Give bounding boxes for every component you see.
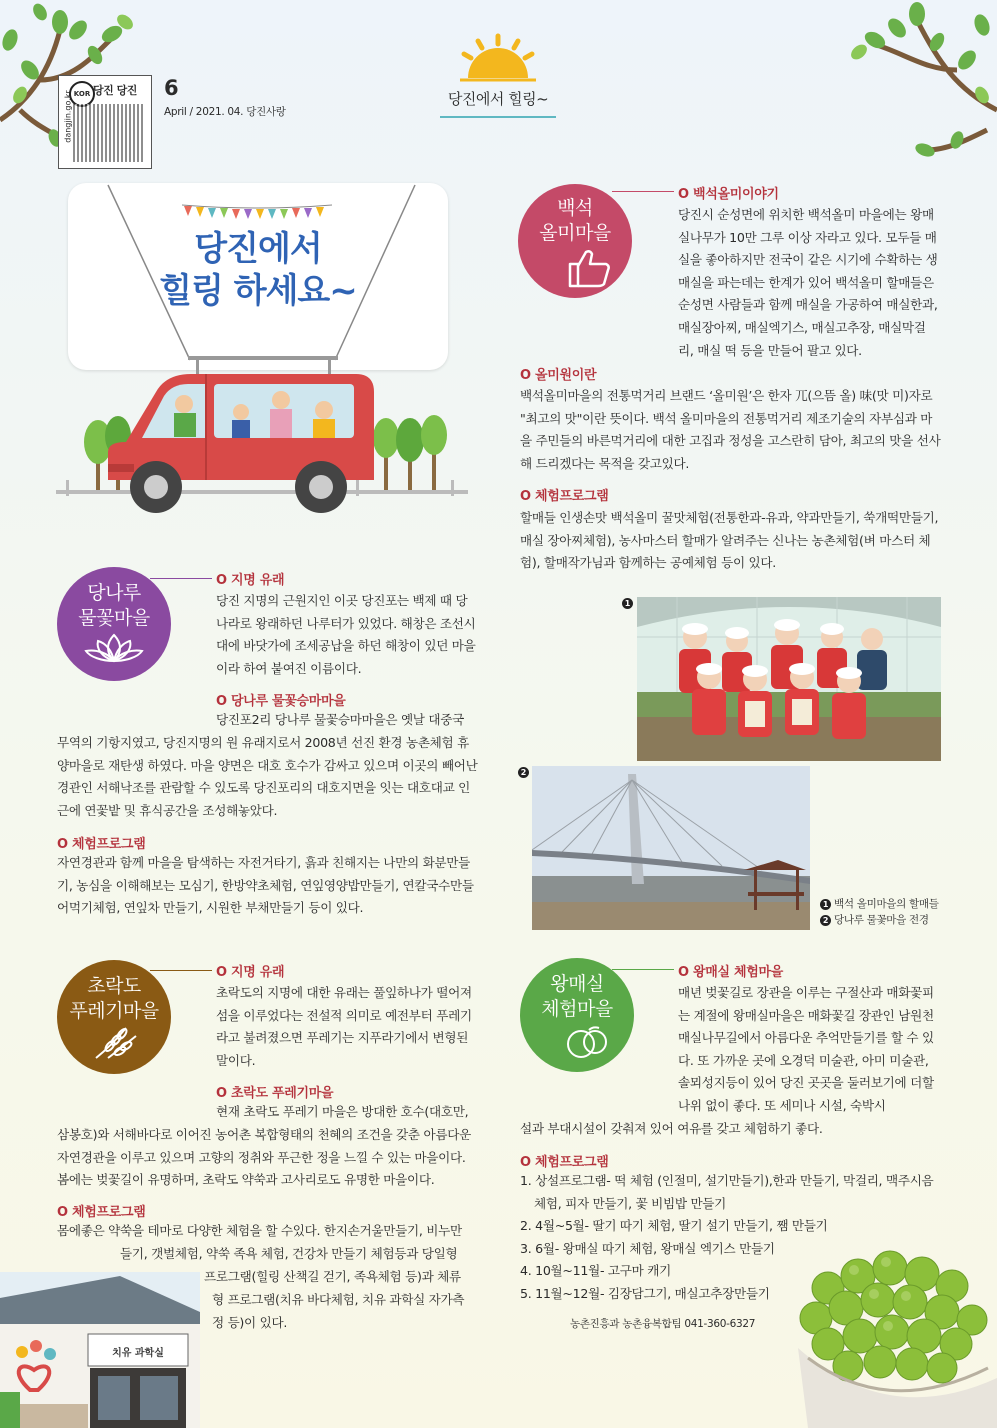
wangmaesil-village-text: 매년 벚꽃길로 장관을 이루는 구절산과 매화꽃피는 계절에 왕매실마을은 매화꽃길 장관인 남원천 매실나무길에서 아름다운 추억만들기를 할 수 있다. 또 가까운 곳에 오경덕 미술관, 아미 미술관, 솔뫼성지등이 있어 당진 곳곳을 둘러보기에 더할 나위 없이 좋다. 또 세미나 시설, 숙박시 xyxy=(678,985,934,1113)
chorakdo-program-text-4: 형 프로그램(치유 바다체험, 치유 과학실 자가측 xyxy=(212,1292,465,1307)
baekseok-story-text: 당진시 순성면에 위치한 백석올미 마을에는 왕매실나무가 10만 그루 이상 자라고 있다. 모두들 매실을 좋아하지만 전국이 같은 시기에 수확하는 생매실을 파는데는 한계가 있어 백석올미 할매들은 순성면 사람들과 함께 매실을 가공하여 매실한과, 매실장아찌, 매실엑기스, 매실고추장, 매실막걸리, 매실 떡 등을 만들어 팔고 있다. xyxy=(678,207,938,358)
baekseok-program-text: 할매들 인생손맛 백석올미 꿀맛체험(전통한과-유과, 약과만들기, 쑥개떡만들기, 매실 장아찌체험), 농사마스터 할매가 알려주는 신나는 농촌체험(벼 마스터 체험), 할매작가님과 함께하는 공예체험 등이 있다. xyxy=(520,510,939,571)
wangmaesil-circle-line-1: 왕매실 xyxy=(550,973,604,995)
dangnaru-circle xyxy=(57,567,171,681)
chorakdo-program-text-1: 몸에좋은 약쑥을 테마로 다양한 체험을 할 수있다. 한지손거울만들기, 비누만 xyxy=(57,1223,462,1238)
baekseok-olmi-title: O 올미원이란 xyxy=(520,364,596,383)
chorakdo-leader-line xyxy=(150,970,212,971)
caption-2-text: 당나루 물꽃마을 전경 xyxy=(834,914,929,926)
baekseok-circle-line-2: 올미마을 xyxy=(539,222,611,244)
caption-1-text: 백석 올미마을의 할매들 xyxy=(834,898,939,910)
wangmaesil-village-title: O 왕매실 체험마을 xyxy=(678,961,783,980)
green-plums-basket-photo xyxy=(788,1228,997,1428)
qr-pattern xyxy=(73,104,145,162)
chorakdo-circle-line-2: 푸레기마을 xyxy=(69,1000,159,1022)
caption-2-badge: 2 xyxy=(820,915,831,926)
program-item-2: 2. 4월~5월- 딸기 따기 체험, 딸기 설기 만들기, 쨈 만들기 xyxy=(520,1218,828,1234)
banner-strings xyxy=(60,180,460,380)
chorakdo-village-text-2: 삼봉호)와 서해바다로 이어진 농어촌 복합형태의 천혜의 조건을 갖춘 아름다운 자연경관을 이루고 있으며 고향의 정취와 푸근한 정을 느낄 수 있는 마을이다. 봄에는 벚꽃길이 유명하며, 초락도 약쑥과 고사리로도 유명한 마을이다. xyxy=(57,1127,471,1188)
chorakdo-village-text-1: 현재 초락도 푸레기 마을은 방대한 호수(대호만, xyxy=(216,1104,469,1119)
tree-branch-right-decoration xyxy=(797,0,997,160)
dangnaru-village-text-2: 무역의 기항지였고, 당진지명의 원 유래지로서 2008년 선진 환경 농촌체험 휴양마을로 재탄생 하였다. 마을 양면은 대호 호수가 감싸고 있으며 이곳의 빼어난 경관인 서해낙조를 관람할 수 있도록 당진포리의 대호지면을 잇는 대호대교 인근에 연꽃밭 및 휴식공간을 조성해놓았다. xyxy=(57,735,478,818)
qr-logo-box xyxy=(58,75,152,169)
program-item-3: 3. 6월- 왕매실 따기 체험, 왕매실 엑기스 만들기 xyxy=(520,1240,775,1256)
photo-caption-1 xyxy=(820,896,939,912)
chorakdo-origin-text: 초락도의 지명에 대한 유래는 풀잎하나가 떨어져 섬을 이루었다는 전설적 의미로 예전부터 푸레기라고 불려졌으면 푸레기는 지푸라기에서 변형된 말이다. xyxy=(216,985,472,1068)
program-item-4: 4. 10월~11월- 고구마 캐기 xyxy=(520,1263,671,1279)
sun-icon xyxy=(450,30,546,82)
baekseok-circle xyxy=(518,184,632,298)
photo-2-badge: 2 xyxy=(518,767,529,778)
plum-icon xyxy=(561,1024,611,1058)
dangnaru-origin-title: O 지명 유래 xyxy=(216,569,284,588)
page-number: 6 xyxy=(164,76,179,100)
banner-line-2: 힐링 하세요~ xyxy=(159,271,357,311)
issue-line: April / 2021. 04. 당진사랑 xyxy=(164,106,286,118)
dangnaru-village-title: O 당나루 물꽃승마마을 xyxy=(216,690,346,709)
program-item-1: 1. 상설프로그램- 떡 체험 (인절미, 설기만들기),한과 만들기, 막걸리, 맥주시음 xyxy=(520,1173,934,1188)
dangnaru-origin-text: 당진 지명의 근원지인 이곳 당진포는 백제 때 당나라로 왕래하던 나루터가 있었다. 해창은 조선시대에 바닷가에 조세공납을 하던 해창이 있던 마을이라 하여 붙여진 이름이다. xyxy=(216,593,476,676)
caption-1-badge: 1 xyxy=(820,899,831,910)
grandmothers-group-photo xyxy=(637,597,941,761)
photo-1-badge: 1 xyxy=(622,598,633,609)
van-illustration xyxy=(56,352,468,524)
baekseok-olmi-text: 백석올미마을의 전통먹거리 브랜드 ‘올미원’은 한자 兀(으뜸 올) 味(맛 미)자로 "최고의 맛"이란 뜻이다. 백석 올미마을의 전통먹거리 제조기술의 자부심과 마을 주민들의 바른먹거리에 대한 고집과 정성을 고스란히 담아, 최고의 맛을 선사해 드리겠다는 목적을 갖고있다. xyxy=(520,388,941,471)
baekseok-circle-line-1: 백석 xyxy=(557,197,593,219)
dangnaru-program-title: O 체험프로그램 xyxy=(57,833,146,852)
chorakdo-program-text-5: 정 등)이 있다. xyxy=(212,1315,288,1330)
wangmaesil-program-title: O 체험프로그램 xyxy=(520,1151,609,1170)
wangmaesil-circle xyxy=(520,958,634,1072)
thumbs-up-icon xyxy=(568,248,612,288)
contact-line: 농촌진흥과 농촌융복합팀 041-360-6327 xyxy=(570,1318,756,1330)
chorakdo-origin-title: O 지명 유래 xyxy=(216,961,284,980)
chorakdo-program-text-2: 들기, 갯벌체험, 약쑥 족욕 체험, 건강차 만들기 체험등과 당일형 xyxy=(120,1246,458,1261)
section-title: 당진에서 힐링~ xyxy=(447,90,549,108)
logo-site-text: dangjin.go.kr xyxy=(63,90,73,143)
photo-caption-2 xyxy=(820,912,929,928)
baekseok-program-title: O 체험프로그램 xyxy=(520,485,609,504)
kor-badge: KOR xyxy=(69,81,95,107)
logo-title: 당진 당진 xyxy=(93,84,137,97)
program-item-1-cont: 체험, 피자 만들기, 꽃 비빔밥 만들기 xyxy=(534,1195,727,1211)
baekseok-story-title: O 백석올미이야기 xyxy=(678,183,779,202)
section-title-underline xyxy=(440,116,556,118)
dangnaru-circle-line-1: 당나루 xyxy=(87,582,141,604)
wangmaesil-circle-line-2: 체험마을 xyxy=(541,998,613,1020)
lotus-icon xyxy=(84,633,144,663)
banner-line-1: 당진에서 xyxy=(194,229,322,269)
baekseok-leader-line xyxy=(612,191,674,192)
building-sign-text: 치유 과학실 xyxy=(112,1348,164,1359)
program-item-5: 5. 11월~12월- 김장담그기, 매실고추장만들기 xyxy=(520,1285,770,1301)
dangnaru-bridge-photo xyxy=(532,766,810,930)
dangnaru-village-text-1: 당진포2리 당나루 물꽃승마마을은 옛날 대중국 xyxy=(216,712,464,727)
dangnaru-circle-line-2: 물꽃마을 xyxy=(78,607,150,629)
wangmaesil-leader-line xyxy=(612,969,674,970)
wangmaesil-village-text-2: 설과 부대시설이 갖춰져 있어 여유를 갖고 체험하기 좋다. xyxy=(520,1121,823,1136)
wheat-icon xyxy=(86,1026,142,1060)
chorakdo-program-title: O 체험프로그램 xyxy=(57,1201,146,1220)
chorakdo-village-title: O 초락도 푸레기마을 xyxy=(216,1082,333,1101)
dangnaru-leader-line xyxy=(150,578,212,579)
dangnaru-program-text: 자연경관과 함께 마을을 탐색하는 자전거타기, 흙과 친해지는 나만의 화분만들기, 농심을 이해해보는 모심기, 한방약초체험, 연잎영양밥만들기, 연칼국수만들어먹기체험, 연잎차 만들기, 시원한 부채만들기 등이 있다. xyxy=(57,855,474,916)
chorakdo-circle-line-1: 초락도 xyxy=(87,975,141,997)
chorakdo-circle xyxy=(57,960,171,1074)
chorakdo-program-text-3: 프로그램(힐링 산책길 걷기, 족욕체험 등)과 체류 xyxy=(204,1269,461,1284)
